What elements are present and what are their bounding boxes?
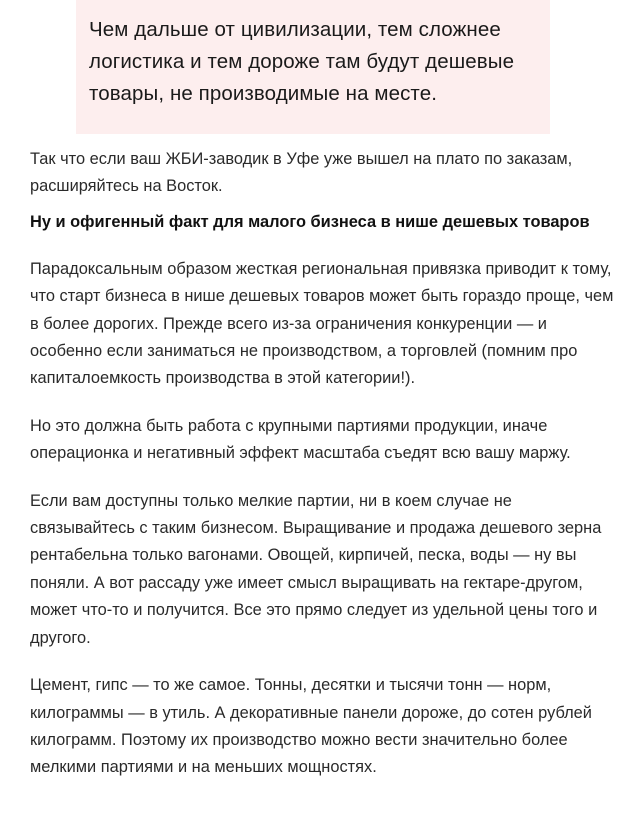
intro-paragraph: Так что если ваш ЖБИ-заводик в Уфе уже вышел на плато по заказам, расширяйтесь на Восток. [30, 150, 573, 196]
paragraph-3: Если вам доступны только мелкие партии, ни в коем случае не связывайтесь с таким бизнесом. Выращивание и продажа дешевого зерна рентабельна только вагонами. Овощей, кирпичей, песка, воды — ну вы поняли. А вот рассаду уже имеет смысл выращивать на гектаре-другом, может что-то и получится. Все это прямо следует из удельной цены того и другого. [30, 491, 602, 647]
paragraph-1: Парадоксальным образом жесткая региональная привязка приводит к тому, что старт бизнеса в нише дешевых товаров может быть гораздо проще, чем в более дорогих. Прежде всего из-за ограничения конкуренции — и особенно если заниматься не производством, а торговлей (помним про капиталоемкость производства в этой категории!). [30, 259, 614, 388]
article-body [30, 146, 620, 782]
paragraph-2: Но это должна быть работа с крупными партиями продукции, иначе операционка и негативный эффект масштаба съедят всю вашу маржу. [30, 416, 571, 463]
paragraph-4: Цемент, гипс — то же самое. Тонны, десятки и тысячи тонн — норм, килограммы — в утиль. А декоративные панели дороже, до сотен рублей килограмм. Поэтому их производство можно вести значительно более мелкими партиями и на меньших мощностях. [30, 676, 592, 777]
section-heading: Ну и офигенный факт для малого бизнеса в нише дешевых товаров [30, 212, 590, 231]
quote-text: Чем дальше от цивилизации, тем сложнее логистика и тем дороже там будут дешевые товары, не производимые на месте. [89, 18, 515, 105]
highlighted-quote [76, 0, 550, 134]
